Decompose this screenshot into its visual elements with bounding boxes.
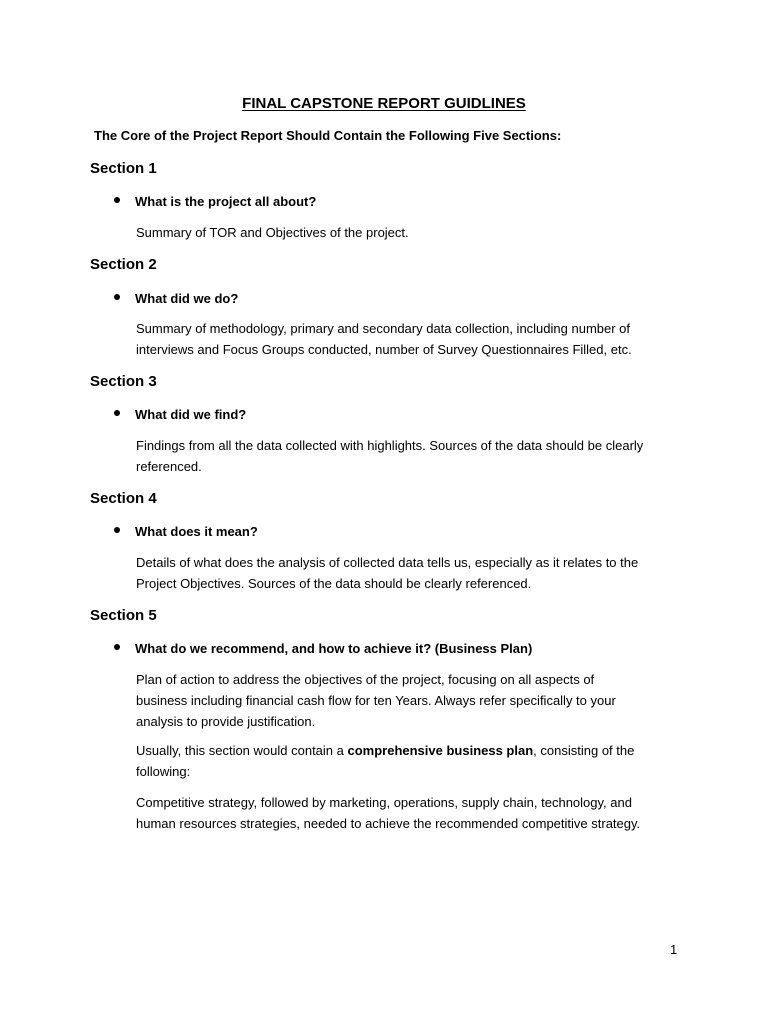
paragraph-line: business including financial cash flow for ten Years. Always refer specifically to your xyxy=(136,693,616,708)
paragraph-line: human resources strategies, needed to achieve the recommended competitive strategy. xyxy=(136,816,641,831)
bullet-icon xyxy=(114,294,120,300)
paragraph-line: Findings from all the data collected with highlights. Sources of the data should be clearly xyxy=(136,438,644,453)
section-3-bullet xyxy=(114,406,246,424)
bullet-icon xyxy=(114,197,120,203)
paragraph-line: Competitive strategy, followed by marketing, operations, supply chain, technology, and xyxy=(136,795,632,810)
paragraph-line: analysis to provide justification. xyxy=(136,714,316,729)
section-4-question: What does it mean? xyxy=(135,524,258,539)
section-2-paragraph xyxy=(136,318,696,360)
intro-text: The Core of the Project Report Should Contain the Following Five Sections: xyxy=(94,128,562,143)
paragraph-line: Details of what does the analysis of collected data tells us, especially as it relates to the xyxy=(136,555,639,570)
bold-emphasis: comprehensive business plan xyxy=(347,743,534,758)
paragraph-line: following: xyxy=(136,764,191,779)
section-1-bullet xyxy=(114,193,316,211)
bullet-icon xyxy=(114,644,120,650)
paragraph-line xyxy=(136,740,696,761)
section-5-paragraph-2 xyxy=(136,740,696,782)
paragraph-line: interviews and Focus Groups conducted, number of Survey Questionnaires Filled, etc. xyxy=(136,342,632,357)
paragraph-line: Summary of TOR and Objectives of the project. xyxy=(136,225,409,240)
page-number: 1 xyxy=(670,942,678,957)
section-2-bullet xyxy=(114,290,238,308)
section-4-bullet xyxy=(114,523,258,541)
section-4-paragraph xyxy=(136,552,696,594)
document-title: FINAL CAPSTONE REPORT GUIDLINES xyxy=(242,95,526,112)
text-run: Usually, this section would contain a xyxy=(136,743,348,758)
section-1-question: What is the project all about? xyxy=(135,194,317,209)
section-5-question: What do we recommend, and how to achieve it? (Business Plan) xyxy=(135,641,533,656)
section-1-heading: Section 1 xyxy=(90,160,157,177)
paragraph-line: referenced. xyxy=(136,459,202,474)
section-5-paragraph-3 xyxy=(136,792,696,834)
section-4-heading: Section 4 xyxy=(90,490,157,507)
text-run: , consisting of the xyxy=(533,743,635,758)
paragraph-line: Project Objectives. Sources of the data should be clearly referenced. xyxy=(136,576,532,591)
paragraph-line: Plan of action to address the objectives of the project, focusing on all aspects of xyxy=(136,672,595,687)
section-3-paragraph xyxy=(136,435,696,477)
section-5-bullet xyxy=(114,640,532,658)
section-3-heading: Section 3 xyxy=(90,373,157,390)
section-5-paragraph-1 xyxy=(136,669,696,732)
section-2-heading: Section 2 xyxy=(90,256,157,273)
bullet-icon xyxy=(114,527,120,533)
paragraph-line: Summary of methodology, primary and secondary data collection, including number of xyxy=(136,321,631,336)
section-5-heading: Section 5 xyxy=(90,607,157,624)
section-1-paragraph xyxy=(136,222,696,243)
bullet-icon xyxy=(114,410,120,416)
section-3-question: What did we find? xyxy=(135,407,247,422)
section-2-question: What did we do? xyxy=(135,291,239,306)
